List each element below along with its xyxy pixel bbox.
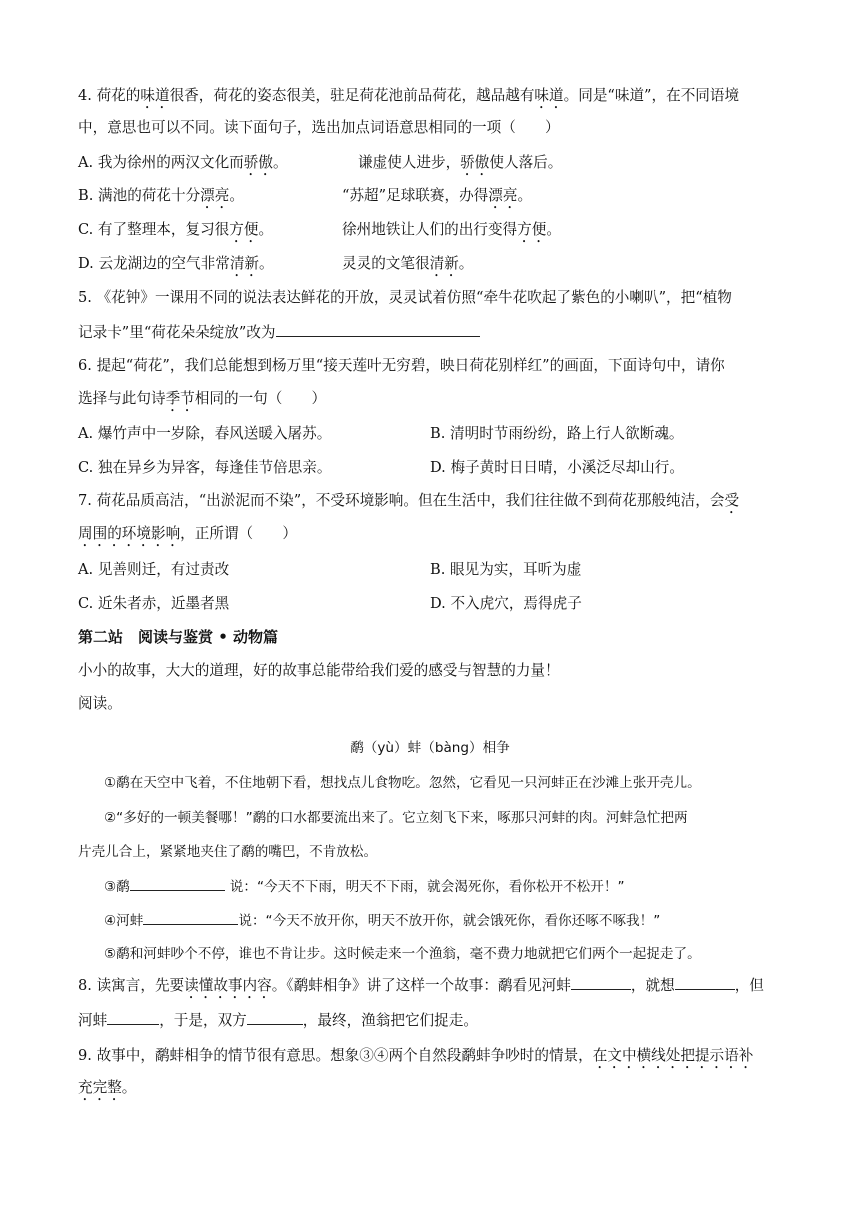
q8-text: ，但 (734, 977, 764, 994)
story-paragraph-1: ①鹬在天空中飞着，不住地朝下看，想找点儿食物吃。忽然，它看见一只河蚌正在沙滩上张开壳儿。 (104, 775, 701, 791)
q8-blank-3[interactable] (107, 1010, 159, 1025)
option-text: D. 云龙湖边的空气非常 (78, 255, 230, 272)
option-text: B. 满池的荷花十分 (78, 187, 201, 204)
option-text: 使人落后。 (489, 154, 563, 171)
q8-text: 河蚌 (78, 1012, 108, 1029)
story-paragraph-3 (104, 876, 625, 897)
q9-text: 。 (121, 1079, 137, 1096)
q5-answer-blank[interactable] (276, 322, 480, 337)
option-text: 。 (546, 221, 561, 238)
dotted-word: 方便 (229, 221, 259, 238)
option-text: 。 (229, 187, 244, 204)
q9-dotted-word: 在文中横线处把提示语补 (592, 1047, 754, 1064)
dotted-word: 骄傲 (243, 154, 273, 171)
option-text: 灵灵的文笔很 (342, 255, 430, 272)
story-blank-4[interactable] (143, 910, 238, 925)
q9-stem-line1 (78, 1046, 753, 1072)
q7-stem-line2 (78, 524, 297, 550)
q4-option-b-compare (342, 186, 532, 212)
option-text: 徐州地铁让人们的出行变得 (342, 221, 518, 238)
q7-option-b[interactable]: B. 眼见为实，耳听为虚 (430, 561, 582, 578)
q4-option-a-compare (358, 153, 562, 179)
story-title: 鹬（yù）蚌（bàng）相争 (350, 740, 510, 756)
q7-text: 7. 荷花品质高洁，“出淤泥而不染”，不受环境影响。但在生活中，我们往往做不到荷花那般纯洁，会 (78, 492, 725, 509)
q4-text: 4. 荷花的 (78, 87, 141, 104)
story-text: ④河蚌 (104, 913, 144, 929)
q8-text: 8. 读寓言，先要 (78, 977, 185, 994)
dotted-word: 骄傲 (460, 154, 490, 171)
q8-text: ，于是，双方 (159, 1012, 247, 1029)
q8-stem-line1 (78, 975, 764, 1002)
q5-stem-line1: 5. 《花钟》一课用不同的说法表达鲜花的开放，灵灵试着仿照“牵牛花吹起了紫色的小喇叭”，把“植物 (78, 289, 732, 306)
q8-stem-line2 (78, 1010, 478, 1031)
q7-option-c[interactable]: C. 近朱者赤，近墨者黑 (78, 595, 230, 612)
q6-text: 相同的一句（ ） (194, 390, 327, 407)
q4-option-d-compare (342, 254, 473, 280)
story-text: 说：“今天不放开你，明天不放开你，就会饿死你，看你还啄不啄我！” (238, 913, 661, 929)
q4-option-c[interactable] (78, 220, 273, 246)
q4-option-b[interactable] (78, 186, 244, 212)
q8-blank-4[interactable] (247, 1010, 303, 1025)
option-text: 。 (258, 221, 274, 238)
q9-stem-line2 (78, 1078, 136, 1104)
q4-option-a[interactable] (78, 153, 288, 179)
q6-stem-line2 (78, 389, 326, 415)
dotted-word: 清新 (229, 255, 260, 272)
story-paragraph-2-line1: ②“多好的一顿美餐哪！”鹬的口水都要流出来了。它立刻飞下来，啄那只河蚌的肉。河蚌急忙把两 (104, 810, 688, 826)
option-text: 。 (458, 255, 474, 272)
option-text: C. 有了整理本，复习很 (78, 221, 230, 238)
q6-option-b[interactable]: B. 清明时节雨纷纷，路上行人欲断魂。 (430, 425, 684, 442)
section-read: 阅读。 (78, 695, 122, 712)
story-paragraph-4 (104, 910, 660, 931)
q7-dotted-word: 周围的环境影响 (78, 525, 181, 542)
q6-dotted-word: 季节 (165, 390, 195, 407)
section-heading: 第二站 阅读与鉴赏 • 动物篇 (78, 628, 279, 646)
q6-stem-line1: 6. 提起“荷花”，我们总能想到杨万里“接天莲叶无穷碧，映日荷花别样红”的画面，下面诗句中，请你 (78, 357, 725, 374)
dotted-word: 漂亮 (488, 187, 518, 204)
q4-option-c-compare (342, 220, 561, 246)
q6-text: 选择与此句诗 (78, 390, 166, 407)
option-text: “苏超”足球联赛，办得 (342, 187, 489, 204)
dotted-word: 方便 (517, 221, 547, 238)
story-text: 说：“今天不下雨，明天不下雨，就会渴死你，看你松开不松开！” (229, 879, 625, 895)
q8-blank-2[interactable] (675, 975, 735, 990)
q4-dotted-word: 味道 (534, 87, 564, 104)
q8-dotted-word: 读懂故事内容 (184, 977, 272, 994)
q4-option-d[interactable] (78, 254, 274, 280)
story-blank-3[interactable] (130, 876, 225, 891)
q7-stem-line1 (78, 491, 739, 517)
q7-dotted-word: 受 (724, 492, 740, 509)
q9-dotted-word: 充完整 (78, 1079, 122, 1096)
q6-option-c[interactable]: C. 独在异乡为异客，每逢佳节倍思亲。 (78, 459, 332, 476)
story-paragraph-2-line2: 片壳儿合上，紧紧地夹住了鹬的嘴巴，不肯放松。 (78, 844, 378, 860)
q6-option-d[interactable]: D. 梅子黄时日日晴，小溪泛尽却山行。 (430, 459, 684, 476)
q8-text: ，最终，渔翁把它们捉走。 (302, 1012, 478, 1029)
q4-dotted-word: 味道 (140, 87, 170, 104)
q8-text: 。《鹬蚌相争》讲了这样一个故事：鹬看见河蚌 (271, 977, 571, 994)
option-text: 谦虚使人进步， (358, 154, 461, 171)
q7-text: ，正所谓（ ） (180, 525, 297, 542)
q4-text: 。同是“味道”，在不同语境 (563, 87, 740, 104)
q6-option-a[interactable]: A. 爆竹声中一岁除，春风送暖入屠苏。 (78, 425, 332, 442)
q4-stem-line2: 中，意思也可以不同。读下面句子，选出加点词语意思相同的一项（ ） (78, 119, 560, 136)
dotted-word: 清新 (429, 255, 459, 272)
q7-option-a[interactable]: A. 见善则迁，有过责改 (78, 561, 230, 578)
option-text: A. 我为徐州的两汉文化而 (78, 154, 244, 171)
q5-stem-line2 (78, 322, 480, 343)
q5-text: 记录卡”里“荷花朵朵绽放”改为 (78, 324, 276, 341)
q9-text: 9. 故事中，鹬蚌相争的情节很有意思。想象③④两个自然段鹬蚌争吵时的情景， (78, 1047, 593, 1064)
section-intro: 小小的故事，大大的道理，好的故事总能带给我们爱的感受与智慧的力量！ (78, 662, 560, 679)
q8-text: ，就想 (630, 977, 675, 994)
q4-stem-line1 (78, 86, 739, 112)
story-paragraph-5: ⑤鹬和河蚌吵个不停，谁也不肯让步。这时候走来一个渔翁，毫不费力地就把它们两个一起捉走了。 (104, 946, 701, 962)
q7-option-d[interactable]: D. 不入虎穴，焉得虎子 (430, 595, 582, 612)
option-text: 。 (259, 255, 274, 272)
option-text: 。 (517, 187, 533, 204)
dotted-word: 漂亮 (200, 187, 230, 204)
q8-blank-1[interactable] (571, 975, 631, 990)
story-text: ③鹬 (104, 879, 130, 895)
q4-text: 很香，荷花的姿态很美，驻足荷花池前品荷花，越品越有 (169, 87, 535, 104)
option-text: 。 (272, 154, 288, 171)
